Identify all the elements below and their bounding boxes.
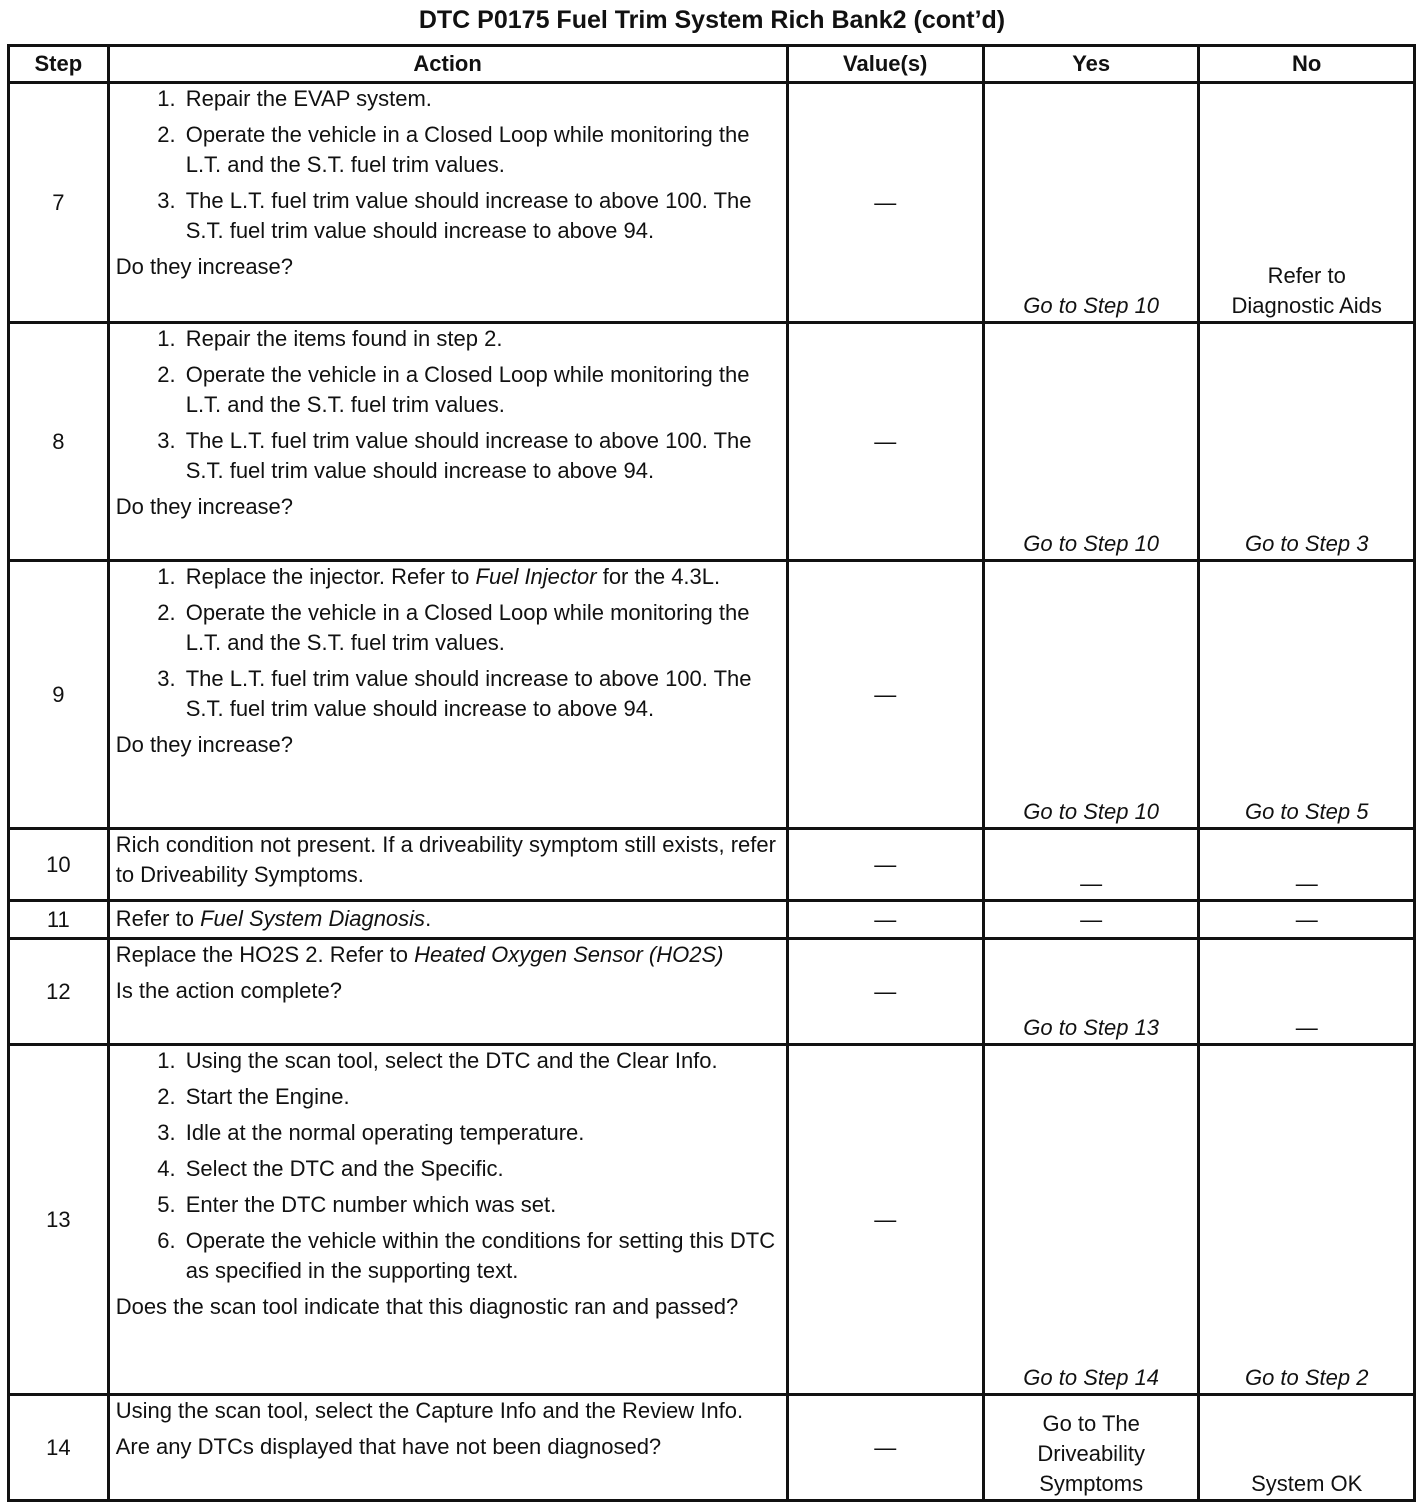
yes-line: Go to The <box>1042 1411 1140 1436</box>
list-item: 3. The L.T. fuel trim value should increase to above 100. The S.T. fuel trim value should increase to above 94. <box>182 664 780 724</box>
action-text-pre: Replace the HO2S 2. Refer to <box>115 942 415 967</box>
value-cell: — <box>787 939 983 1045</box>
value-cell: — <box>787 561 983 829</box>
no-cell: Go to Step 3 <box>1199 323 1415 561</box>
yes-cell: Go to Step 14 <box>983 1045 1199 1395</box>
action-text: Rich condition not present. If a driveability symptom still exists, refer to Driveability Symptoms. <box>115 832 776 887</box>
header-action: Action <box>108 46 787 83</box>
action-cell <box>108 939 787 1045</box>
action-text: Refer to <box>115 906 201 931</box>
yes-cell: Go to Step 10 <box>983 83 1199 323</box>
step-number: 14 <box>9 1395 109 1501</box>
action-question: Is the action complete? <box>115 978 342 1003</box>
step-number: 13 <box>9 1045 109 1395</box>
action-cell <box>108 829 787 901</box>
yes-cell: Go to Step 10 <box>983 323 1199 561</box>
action-cell <box>108 83 787 323</box>
step-number: 11 <box>9 901 109 939</box>
list-item: 3. The L.T. fuel trim value should increase to above 100. The S.T. fuel trim value should increase to above 94. <box>182 186 780 246</box>
step-number: 8 <box>9 323 109 561</box>
step-number: 10 <box>9 829 109 901</box>
list-item: 1. Repair the EVAP system. <box>182 84 780 114</box>
table-row <box>9 1395 1415 1501</box>
value-cell: — <box>787 83 983 323</box>
action-cell <box>108 1045 787 1395</box>
list-item: 4. Select the DTC and the Specific. <box>182 1154 780 1184</box>
list-item: 1. Using the scan tool, select the DTC and the Clear Info. <box>182 1046 780 1076</box>
action-list <box>116 84 780 246</box>
reference-link[interactable]: Fuel System Diagnosis <box>200 906 426 931</box>
no-cell <box>1199 83 1415 323</box>
yes-cell: — <box>983 901 1199 939</box>
table-row <box>9 83 1415 323</box>
item-text: for the 4.3L. <box>596 564 721 589</box>
list-item: 2. Operate the vehicle in a Closed Loop while monitoring the L.T. and the S.T. fuel trim values. <box>182 360 780 420</box>
value-cell: — <box>787 901 983 939</box>
action-cell <box>108 901 787 939</box>
table-row <box>9 1045 1415 1395</box>
list-item: 3. The L.T. fuel trim value should increase to above 100. The S.T. fuel trim value should increase to above 94. <box>182 426 780 486</box>
diagnostic-table <box>7 44 1416 1502</box>
action-question: Do they increase? <box>115 494 294 519</box>
no-cell: — <box>1199 829 1415 901</box>
action-list <box>116 562 780 724</box>
list-item: 1. Repair the items found in step 2. <box>182 324 780 354</box>
list-item: 5. Enter the DTC number which was set. <box>182 1190 780 1220</box>
action-question: Do they increase? <box>115 732 294 757</box>
action-text <box>116 940 780 970</box>
action-text: Using the scan tool, select the Capture Info and the Review Info. <box>115 1398 744 1423</box>
yes-cell: Go to Step 13 <box>983 939 1199 1045</box>
table-row <box>9 561 1415 829</box>
no-line: Refer to <box>1267 263 1346 288</box>
header-step: Step <box>9 46 109 83</box>
value-cell: — <box>787 1045 983 1395</box>
step-number: 7 <box>9 83 109 323</box>
action-text: . <box>425 906 432 931</box>
header-row <box>9 46 1415 83</box>
value-cell: — <box>787 1395 983 1501</box>
no-cell: System OK <box>1199 1395 1415 1501</box>
value-cell: — <box>787 829 983 901</box>
no-cell: Go to Step 2 <box>1199 1045 1415 1395</box>
table-row <box>9 829 1415 901</box>
list-item: 2. Operate the vehicle in a Closed Loop while monitoring the L.T. and the S.T. fuel trim values. <box>182 120 780 180</box>
step-number: 12 <box>9 939 109 1045</box>
table-row <box>9 901 1415 939</box>
yes-cell: Go to Step 10 <box>983 561 1199 829</box>
header-no: No <box>1199 46 1415 83</box>
table-row <box>9 939 1415 1045</box>
step-number: 9 <box>9 561 109 829</box>
action-list <box>116 324 780 486</box>
reference-link[interactable]: Fuel Injector <box>475 564 597 589</box>
action-cell <box>108 323 787 561</box>
header-yes: Yes <box>983 46 1199 83</box>
no-cell: — <box>1199 901 1415 939</box>
yes-cell: — <box>983 829 1199 901</box>
list-item: 2. Start the Engine. <box>182 1082 780 1112</box>
item-text: Replace the injector. Refer to <box>185 564 476 589</box>
list-item: 6. Operate the vehicle within the conditions for setting this DTC as specified in the supporting text. <box>182 1226 780 1286</box>
yes-cell <box>983 1395 1199 1501</box>
yes-line: Symptoms <box>1039 1471 1144 1496</box>
yes-line: Driveability <box>1037 1441 1145 1466</box>
table-row <box>9 323 1415 561</box>
page-title: DTC P0175 Fuel Trim System Rich Bank2 (cont’d) <box>418 6 1006 34</box>
action-cell <box>108 561 787 829</box>
action-question: Does the scan tool indicate that this diagnostic ran and passed? <box>115 1294 739 1319</box>
list-item: 3. Idle at the normal operating temperature. <box>182 1118 780 1148</box>
list-item <box>182 562 780 592</box>
header-values: Value(s) <box>787 46 983 83</box>
value-cell: — <box>787 323 983 561</box>
no-line: Diagnostic Aids <box>1231 293 1382 318</box>
action-cell <box>108 1395 787 1501</box>
action-question: Are any DTCs displayed that have not been diagnosed? <box>115 1434 662 1459</box>
no-cell: Go to Step 5 <box>1199 561 1415 829</box>
action-question: Do they increase? <box>115 254 294 279</box>
action-list <box>116 1046 780 1286</box>
no-cell: — <box>1199 939 1415 1045</box>
reference-link[interactable]: Heated Oxygen Sensor (HO2S) <box>414 942 724 967</box>
list-item: 2. Operate the vehicle in a Closed Loop while monitoring the L.T. and the S.T. fuel trim values. <box>182 598 780 658</box>
